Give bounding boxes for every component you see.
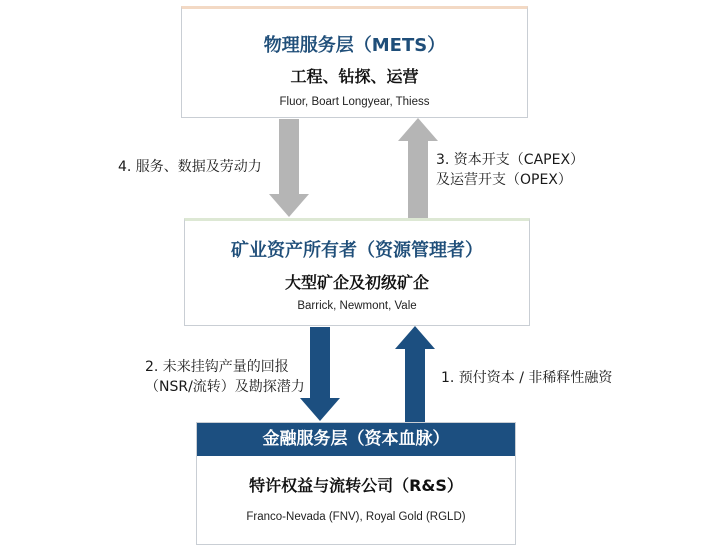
finance-title: 金融服务层（资本血脉） [197, 423, 515, 456]
mets-title: 物理服务层（METS） [263, 35, 446, 56]
flow-label-capex-line1: 3. 资本开支（CAPEX） [436, 152, 585, 168]
flow-label-services [118, 157, 262, 177]
arrow-capex-up [398, 118, 438, 218]
flow-label-capex [436, 150, 584, 190]
flow-label-capex-line2: 及运营开支（OPEX） [436, 172, 572, 188]
finance-subtitle: 特许权益与流转公司（R&S） [249, 476, 463, 495]
owner-title: 矿业资产所有者（资源管理者） [231, 240, 483, 261]
arrow-returns-down [300, 327, 340, 421]
flow-label-capital [441, 368, 612, 388]
mets-companies: Fluor, Boart Longyear, Thiess [279, 96, 430, 108]
owner-companies: Barrick, Newmont, Vale [297, 300, 417, 312]
flow-label-returns [145, 357, 305, 397]
mets-subtitle: 工程、钻探、运营 [290, 67, 419, 86]
flow-label-returns-line2: （NSR/流转）及勘探潜力 [145, 379, 305, 395]
arrow-capital-up [395, 326, 435, 422]
finance-companies: Franco-Nevada (FNV), Royal Gold (RGLD) [246, 511, 466, 523]
owner-layer-box [184, 218, 530, 326]
flow-label-services-line: 4. 服务、数据及劳动力 [118, 159, 262, 175]
mets-layer-box [181, 6, 528, 118]
owner-subtitle: 大型矿企及初级矿企 [284, 273, 429, 292]
flow-label-capital-line: 1. 预付资本 / 非稀释性融资 [441, 370, 613, 386]
finance-layer-box [196, 422, 516, 545]
flow-label-returns-line1: 2. 未来挂钩产量的回报 [145, 359, 289, 375]
arrow-services-down [269, 119, 309, 217]
